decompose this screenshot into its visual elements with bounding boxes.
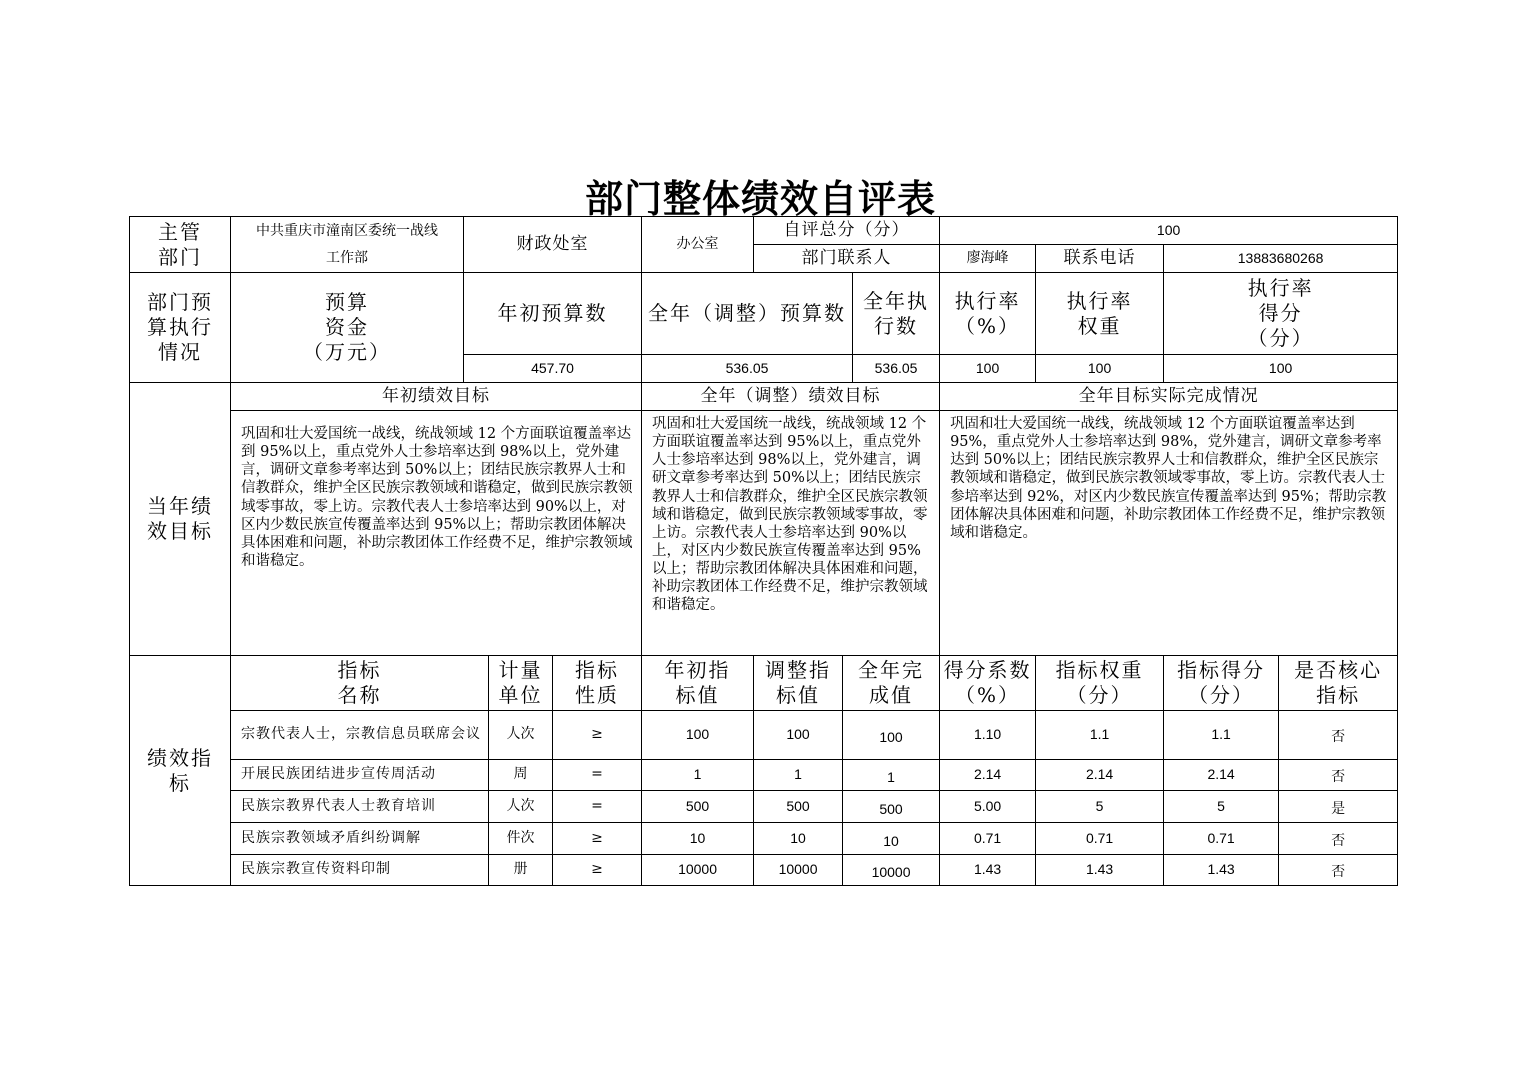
col-exec: 全年执 行数 bbox=[853, 273, 940, 355]
val-exec: 536.05 bbox=[853, 355, 940, 383]
col-unit: 计量 单位 bbox=[489, 656, 553, 711]
phone-label-cell: 联系电话 bbox=[1036, 245, 1164, 273]
indicator-name: 开展民族团结进步宣传周活动 bbox=[231, 760, 489, 791]
indicator-core: 是 bbox=[1279, 791, 1398, 823]
col-rate: 执行率 （%） bbox=[940, 273, 1036, 355]
col-weight: 执行率 权重 bbox=[1036, 273, 1164, 355]
indicator-name: 民族宗教宣传资料印制 bbox=[231, 855, 489, 886]
indicator-weight: 5 bbox=[1036, 791, 1164, 823]
indicator-initial: 500 bbox=[642, 791, 754, 823]
indicator-unit: 周 bbox=[489, 760, 553, 791]
indicator-name: 民族宗教领域矛盾纠纷调解 bbox=[231, 823, 489, 855]
table-row bbox=[130, 855, 1398, 886]
val-rate: 100 bbox=[940, 355, 1036, 383]
indicator-core: 否 bbox=[1279, 711, 1398, 760]
score-value-cell: 100 bbox=[940, 217, 1398, 245]
col-done-value: 全年完 成值 bbox=[843, 656, 940, 711]
indicator-unit: 册 bbox=[489, 855, 553, 886]
indicator-weight: 1.1 bbox=[1036, 711, 1164, 760]
indicator-coef: 1.43 bbox=[940, 855, 1036, 886]
adjusted-goal-text: 巩固和壮大爱国统一战线，统战领域 12 个方面联谊覆盖率达到 95%以上，重点党外人士参培率达到 98%以上，党外建言，调研文章参考率达到 50%以上；团结民族宗教界人士和信教群众，维护全区民族宗教领域和谐稳定，做到民族宗教领域零事故，零上访。宗教代表人士参培率达到 90%以上，对区内少数民族宣传覆盖率达到 95%以上；帮助宗教团体解决具体困难和问题，补助宗教团体工作经费不足，维护宗教领域和谐稳定。 bbox=[642, 411, 940, 656]
indicator-core: 否 bbox=[1279, 823, 1398, 855]
table-row bbox=[130, 760, 1398, 791]
col-adjusted-budget: 全年（调整）预算数 bbox=[642, 273, 853, 355]
col-nature: 指标 性质 bbox=[553, 656, 642, 711]
indicator-done: 500 bbox=[843, 791, 940, 823]
col-weight-points: 指标权重 （分） bbox=[1036, 656, 1164, 711]
indicator-score: 1.43 bbox=[1164, 855, 1279, 886]
indicator-core: 否 bbox=[1279, 855, 1398, 886]
dept-label-cell: 主管 部门 bbox=[130, 217, 231, 273]
indicator-done: 1 bbox=[843, 760, 940, 791]
indicator-name: 宗教代表人士，宗教信息员联席会议 bbox=[231, 711, 489, 760]
page-title: 部门整体绩效自评表 bbox=[584, 176, 936, 221]
indicator-nature: ≥ bbox=[553, 855, 642, 886]
indicator-weight: 1.43 bbox=[1036, 855, 1164, 886]
indicators-label-cell: 绩效指 标 bbox=[130, 656, 231, 886]
dept-name-cell: 中共重庆市潼南区委统一战线 工作部 bbox=[231, 217, 464, 273]
initial-goal-text: 巩固和壮大爱国统一战线，统战领域 12 个方面联谊覆盖率达到 95%以上，重点党外人士参培率达到 98%以上，党外建言，调研文章参考率达到 50%以上；团结民族宗教界人士和信教群众，维护全区民族宗教领域和谐稳定，做到民族宗教领域零事故，零上访。宗教代表人士参培率达到 90%以上，对区内少数民族宣传覆盖率达到 95%以上；帮助宗教团体解决具体困难和问题，补助宗教团体工作经费不足，维护宗教领域和谐稳定。 bbox=[231, 411, 642, 656]
col-core: 是否核心 指标 bbox=[1279, 656, 1398, 711]
indicator-score: 0.71 bbox=[1164, 823, 1279, 855]
col-initial-budget: 年初预算数 bbox=[464, 273, 642, 355]
office-cell: 办公室 bbox=[642, 217, 754, 273]
indicator-adjusted: 1 bbox=[754, 760, 843, 791]
indicator-done: 10000 bbox=[843, 855, 940, 886]
table-row bbox=[130, 711, 1398, 760]
score-label-cell: 自评总分（分） bbox=[754, 217, 940, 245]
indicator-adjusted: 10000 bbox=[754, 855, 843, 886]
indicator-done: 100 bbox=[843, 711, 940, 760]
indicator-nature: = bbox=[553, 791, 642, 823]
budget-header-row bbox=[130, 273, 1398, 355]
indicator-unit: 人次 bbox=[489, 791, 553, 823]
table-row bbox=[130, 791, 1398, 823]
indicator-nature: ≥ bbox=[553, 711, 642, 760]
val-initial-budget: 457.70 bbox=[464, 355, 642, 383]
goals-header-row bbox=[130, 383, 1398, 411]
indicator-coef: 1.10 bbox=[940, 711, 1036, 760]
evaluation-form-table bbox=[129, 216, 1398, 886]
indicator-coef: 5.00 bbox=[940, 791, 1036, 823]
indicator-initial: 10000 bbox=[642, 855, 754, 886]
contact-name-cell: 廖海峰 bbox=[940, 245, 1036, 273]
indicator-nature: = bbox=[553, 760, 642, 791]
goals-text-row bbox=[130, 411, 1398, 656]
indicator-unit: 人次 bbox=[489, 711, 553, 760]
indicator-weight: 0.71 bbox=[1036, 823, 1164, 855]
finance-office-cell: 财政处室 bbox=[464, 217, 642, 273]
col-indicator-name: 指标 名称 bbox=[231, 656, 489, 711]
phone-value-cell: 13883680268 bbox=[1164, 245, 1398, 273]
indicator-coef: 0.71 bbox=[940, 823, 1036, 855]
col-score: 执行率 得分 （分） bbox=[1164, 273, 1398, 355]
indicator-score: 5 bbox=[1164, 791, 1279, 823]
budget-fund-cell: 预算 资金 （万元） bbox=[231, 273, 464, 383]
indicator-score: 1.1 bbox=[1164, 711, 1279, 760]
val-weight: 100 bbox=[1036, 355, 1164, 383]
indicator-coef: 2.14 bbox=[940, 760, 1036, 791]
indicator-adjusted: 500 bbox=[754, 791, 843, 823]
col-score-points: 指标得分 （分） bbox=[1164, 656, 1279, 711]
indicator-adjusted: 10 bbox=[754, 823, 843, 855]
col-adjusted-value: 调整指 标值 bbox=[754, 656, 843, 711]
indicator-adjusted: 100 bbox=[754, 711, 843, 760]
col-initial-goal: 年初绩效目标 bbox=[231, 383, 642, 411]
goals-label-cell: 当年绩 效目标 bbox=[130, 383, 231, 656]
indicator-header-row bbox=[130, 656, 1398, 711]
indicator-unit: 件次 bbox=[489, 823, 553, 855]
col-actual-goal: 全年目标实际完成情况 bbox=[940, 383, 1398, 411]
indicator-score: 2.14 bbox=[1164, 760, 1279, 791]
val-score: 100 bbox=[1164, 355, 1398, 383]
col-initial-value: 年初指 标值 bbox=[642, 656, 754, 711]
col-adjusted-goal: 全年（调整）绩效目标 bbox=[642, 383, 940, 411]
indicator-nature: ≥ bbox=[553, 823, 642, 855]
indicator-core: 否 bbox=[1279, 760, 1398, 791]
col-coef: 得分系数 （%） bbox=[940, 656, 1036, 711]
budget-label-cell: 部门预 算执行 情况 bbox=[130, 273, 231, 383]
val-adjusted-budget: 536.05 bbox=[642, 355, 853, 383]
indicator-done: 10 bbox=[843, 823, 940, 855]
indicator-initial: 10 bbox=[642, 823, 754, 855]
indicator-weight: 2.14 bbox=[1036, 760, 1164, 791]
header-row-1 bbox=[130, 217, 1398, 245]
indicator-initial: 100 bbox=[642, 711, 754, 760]
indicator-initial: 1 bbox=[642, 760, 754, 791]
contact-label-cell: 部门联系人 bbox=[754, 245, 940, 273]
table-row bbox=[130, 823, 1398, 855]
actual-goal-text: 巩固和壮大爱国统一战线，统战领域 12 个方面联谊覆盖率达到 95%，重点党外人士参培率达到 98%，党外建言，调研文章参考率达到 50%以上；团结民族宗教界人士和信教群众，维护全区民族宗教领域和谐稳定，做到民族宗教领域零事故，零上访。宗教代表人士参培率达到 92%，对区内少数民族宣传覆盖率达到 95%；帮助宗教团体解决具体困难和问题，补助宗教团体工作经费不足，维护宗教领域和谐稳定。 bbox=[940, 411, 1398, 656]
indicator-name: 民族宗教界代表人士教育培训 bbox=[231, 791, 489, 823]
